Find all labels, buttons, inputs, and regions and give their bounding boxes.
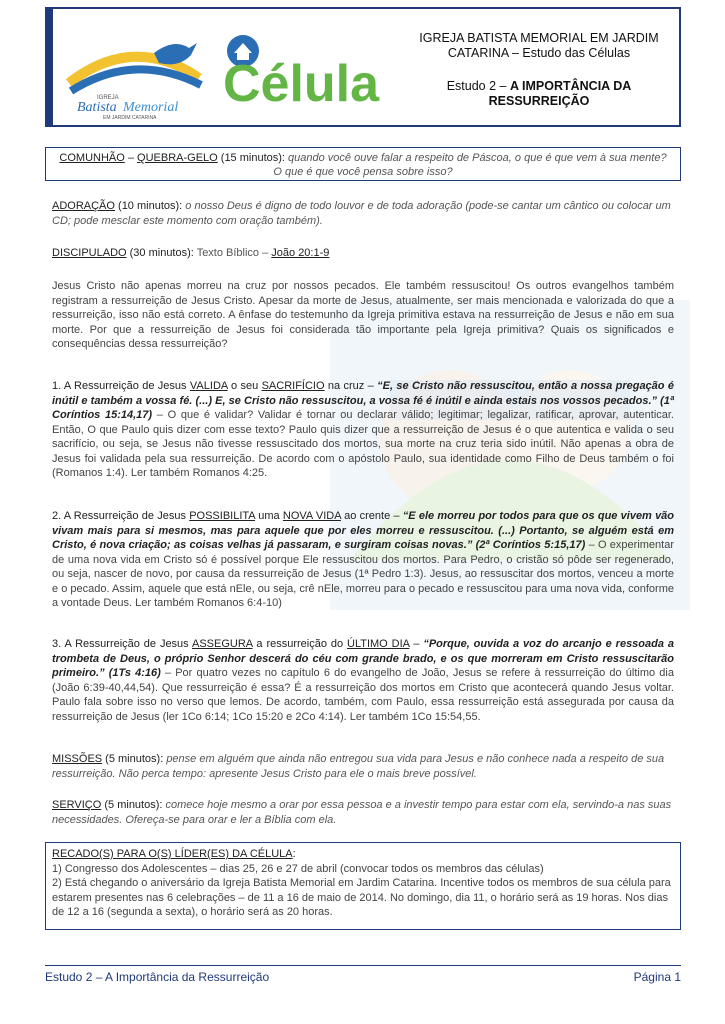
church-name-line2: CATARINA – Estudo das Células xyxy=(447,46,631,60)
dove-icon xyxy=(154,43,197,64)
svg-text:IGREJA: IGREJA xyxy=(97,95,119,101)
celula-logo xyxy=(221,29,401,109)
page-number: Página 1 xyxy=(633,970,681,984)
recados-title: RECADO(S) PARA O(S) LÍDER(ES) DA CÉLULA: xyxy=(52,848,296,860)
recados-box xyxy=(45,842,681,930)
svg-text:Memorial: Memorial xyxy=(123,100,179,115)
footer-title: Estudo 2 – A Importância da Ressurreição xyxy=(45,970,270,984)
discipulado-section: DISCIPULADO (30 minutos): Texto Bíblico – João 20:1-9 xyxy=(52,247,330,259)
point-3: 3. A Ressurreição de Jesus ASSEGURA a ressurreição do ÚLTIMO DIA – “Porque, ouvida a voz do arcanjo e ressoada a trombeta de Deus, o próprio Senhor descerá do céu com grande brado, e os que morreram em Cristo ressuscitarão primeiro.” (1Ts 4:16) – Por quatro vezes no capítulo 6 do evangelho de João, Jesus se refere à ressurreição do último dia (João 6:39-40,44,54). Que ressurreição é essa? É a ressurreição dos mortos em Cristo que acontecerá quando Jesus voltar. Paulo fala sobre isso no verso que lemos. De acordo, também, com Paulo, essa ressurreição está assegurada por causa da ressurreição de Jesus (ler 1Co 6:14; 1Co 15:20 e 2Co 4:14). Ler também 1Co 15:54,55. xyxy=(52,638,674,723)
study-title: Estudo 2 – A IMPORTÂNCIA DA xyxy=(446,79,632,93)
svg-text:EM JARDIM CATARINA: EM JARDIM CATARINA xyxy=(103,115,157,121)
recado-item: 1) Congresso dos Adolescentes – dias 25, 26 e 27 de abril (convocar todos os membros das células) xyxy=(52,862,544,875)
recado-item: 2) Está chegando o aniversário da Igreja Batista Memorial em Jardim Catarina. Incentive todos os membros de sua célula para estarem presentes nas 6 celebrações – de 11 a 16 de maio de 2014. No domingo, dia 11, o horário será as 19 horas. Nos dias de 12 a 16 (segunda a sexta), o horário será as 20 horas. xyxy=(52,877,671,918)
servico-section: SERVIÇO (5 minutos): comece hoje mesmo a orar por essa pessoa e a investir tempo para estar com ela, servindo-a nas suas necessidades. Ofereça-se para orar e ler a Bíblia com ela. xyxy=(52,799,672,826)
svg-text:Batista: Batista xyxy=(77,100,117,115)
adoracao-section: ADORAÇÃO (10 minutos): o nosso Deus é digno de todo louvor e de toda adoração (pode-se cantar um cântico ou colocar um CD; pode mesclar este momento com oração também). xyxy=(52,200,671,227)
church-name-line1: IGREJA BATISTA MEMORIAL EM JARDIM xyxy=(419,31,659,45)
comunhao-box: COMUNHÃO – QUEBRA-GELO (15 minutos): quando você ouve falar a respeito de Páscoa, o que é que vem à sua mente? O que é que você pensa sobre isso? xyxy=(45,147,681,181)
svg-text:Célula: Célula xyxy=(223,55,380,109)
study-title-line2: RESSURREIÇÃO xyxy=(488,94,590,108)
footer xyxy=(45,965,681,984)
missoes-section: MISSÕES (5 minutos): pense em alguém que ainda não entregou sua vida para Jesus e não conhece nada a respeito de sua ressurreição. Não perca tempo: apresente Jesus Cristo para ele o mais breve possível. xyxy=(52,753,665,780)
header-title-block xyxy=(409,31,669,109)
header-box xyxy=(45,7,681,127)
batista-memorial-logo xyxy=(59,23,209,121)
point-1: 1. A Ressurreição de Jesus VALIDA o seu SACRIFÍCIO na cruz – “E, se Cristo não ressuscitou, então a nossa pregação é inútil e também a vossa fé. (...) E, se Cristo não ressuscitou, a vossa fé é inútil e ainda estais nos vossos pecados.” (1ª Coríntios 15:14,17) – O que é validar? Validar é tornar ou declarar válido; legitimar; legalizar, ratificar, aprovar, autenticar. Então, O que Paulo quis dizer com esse texto? Paulo quis dizer que a ressurreição de Jesus é o que autentica e valida o seu sacrifício, ou seja, se Jesus não tivesse ressuscitado dos mortos, sua morte na cruz teria sido inútil. Não apenas a obra de Jesus foi validada pela sua ressurreição. De acordo com o apóstolo Paulo, sua identidade como Filho de Deus também o foi (Romanos 1:4). Ler também Romanos 4:25. xyxy=(52,380,675,479)
intro-paragraph: Jesus Cristo não apenas morreu na cruz por nossos pecados. Ele também ressuscitou! Os outros evangelhos também registram a ressurreição de Jesus Cristo. Apesar da morte de Jesus, atualmente, ser mais mencionada e valorizada do que a ressurreição, isso não está correto. A ênfase do testemunho da Igreja primitiva estava na ressurreição de Jesus e não em sua morte. Por que a ressurreição de Jesus foi considerada tão importante pela Igreja primitiva? Quais os significados e consequências dessa ressurreição? xyxy=(52,280,674,350)
point-2: 2. A Ressurreição de Jesus POSSIBILITA uma NOVA VIDA ao crente – “E ele morreu por todos para que os que vivem vão vivam mais para si mesmos, mas para aquele que por eles morreu e ressuscitou. (...) Portanto, se alguém está em Cristo, é nova criação; as coisas velhas já passaram, e surgiram coisas novas.” (2ª Coríntios 5:15,17) – O experimentar de uma nova vida em Cristo só é possível porque Ele ressuscitou dos mortos. Para Pedro, o cristão só pôde ser regenerado, ou seja, nascer de novo, por causa da ressurreição de Jesus (1ª Pedro 1:3). Jesus, ao ressuscitar dos mortos, venceu a morte e o pecado. Assim, aquele que está nEle, ou seja, crê nEle, morreu para o pecado e ressuscitou para uma nova vida, conforme a vontade Deus. Ler também Romanos 6:4-10) xyxy=(52,510,675,609)
